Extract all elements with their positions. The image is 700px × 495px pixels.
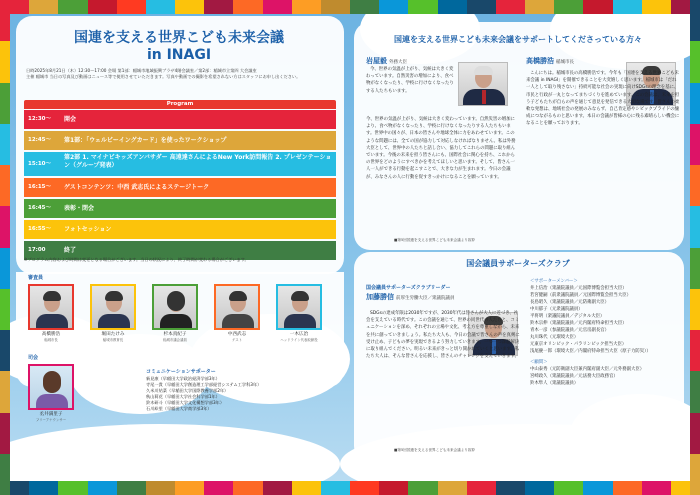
main-title-line2: in INAGI (146, 47, 212, 63)
judge-name: 高橋勝浩 (41, 332, 61, 337)
event-info-line1: 日時2025年8月21日（木）12:30～17:00 会場 第1部：稲城市地域振興プラザ4階会議室／第2部：稲城市立第四 大会議室 (26, 68, 257, 73)
judge-name: 堀田たけみ (101, 332, 125, 337)
leader-caption: ■第5回国連を支える世界こども未来会議より抜粋 (394, 448, 476, 452)
program-row (24, 131, 336, 150)
judge-photo (152, 284, 198, 330)
sdg-border-left (0, 0, 10, 495)
mc-label: 司会 (28, 355, 39, 361)
sdg-border-top (0, 0, 700, 14)
program-time: 12:45～ (28, 137, 52, 143)
mc-name: 丞井満里子 (39, 412, 63, 417)
member-item: 若宮健嗣（前衆議院議員／元国際博覧会担当大臣） (530, 293, 631, 298)
judge-card (28, 284, 74, 342)
speaker1-message-col1: 今、世界の気温が上がり、気候は大きく変わっています。自然災害の増加により、食べ物がなくなったり、学校に行けなくなったりする人たちもいます。 (366, 67, 454, 94)
member-item: 鈴木宗伸（衆議院議員／元内閣府特命担当大臣） (530, 321, 627, 326)
judge-card (90, 284, 136, 342)
speaker2-message: こんにちは。稲城市長の高橋勝浩です。今年も「国連を支える世界こども未来会議 in INAGI」を開催できることを大変嬉しく思います。稲城市は「だれ一人として取り残さない」持続可能な社会の実現に向けSDGsの理念を基に、市民と行政が一丸となってまちづくりを進めています。この会議は、未来を担う子どもたちが自らの声を通じて意見を発信できる大切な場です。皆さんの柔軟な発想は、地域社会の発展のみならず、自己肯定感やシビックプライドの醸成につながるものと思います。本日の会議が皆様の心に残る素晴らしい機会になることを願っております。 (526, 71, 680, 127)
member-item: 元東京オリンピック・パラリンピック担当大臣） (530, 342, 627, 347)
supporter-item: 石川絵里（早稲田大学商学部3年） (146, 406, 212, 411)
judge-role: 稲城市議会議員 (163, 337, 187, 342)
program-text: 開会 (64, 116, 77, 123)
program-time: 16:45～ (28, 205, 52, 211)
program-time: 17:00 (28, 247, 46, 253)
main-title-line1: 国連を支える世界こども未来会議 (74, 30, 284, 46)
judge-role: ゲスト (231, 337, 243, 342)
advisor-item: 鈴木隼人（衆議院議員） (530, 381, 579, 386)
supporter-item: 鈴木研斗（早稲田大学文化構想学部3年） (146, 400, 225, 405)
member-item: 平将明（衆議院議員／デジタル大臣） (530, 314, 605, 319)
leader-message: SDGsの達成年限は2030年ですが、2030年代は皆さんが大人に近づき、社会を支えている時代です。この会議を通じて、世界の同世代の人たちと、コミュニケーションを深め、それぞれの立場や文化、考え方を尊重しながら、未来を共に創っていきましょう。私たち大人も、今日の会議で皆さんの声を真剣に受け止め、子どもの夢を実現できるよう努力していきます。一つ一つ課題解決に取り組んでください。明るい未来がきっと切り開かれていくと思います。私たち大人は、そんな皆さんを応援し、皆さんのチャレンジを支えていきます。 (366, 311, 520, 360)
member-item: 青木一彦（参議院議員／元官房副長官） (530, 328, 610, 333)
judge-photo (276, 284, 322, 330)
judge-role: 稲城市教育長 (102, 337, 124, 342)
program-row (24, 152, 336, 176)
right-page (354, 16, 684, 479)
leader-name-text: 加藤勝信 (366, 293, 394, 301)
supporters-label: コミュニケーションサポーター (146, 369, 216, 375)
member-item: 丸川珠代（元環境大臣） (530, 335, 579, 340)
program-row (24, 178, 336, 197)
leader-name (366, 292, 455, 302)
program-time: 12:30～ (28, 116, 52, 122)
speaker1-role: 外務大臣 (389, 60, 407, 65)
advisor-item: 宮崎政久（衆議院議員／元法務大臣政務官） (530, 374, 618, 379)
speaker1-name (366, 56, 407, 66)
speaker1-message: 今、世界の気温が上がり、気候は大きく変わっています。自然災害の増加により、食べ物がなくなったり、学校に行けなくなったりする人たちもいます。世界中の国々が、日本の皆さんや地球全体に力をあわせています。このような問題には、全ての国が協力して対応しなければなりません。私は外務大臣として、世界中の人たちと話し合い、協力してこれらの問題に取り組んでいます。今後の未来を担う皆さんにも、国際社会に関心を持ち、これからの世界をどのようにすべきかを考えてほしいと思います。そして、皆さん一人一人ができる行動を起こすことで、大きな力が生まれます。今日の会議が、みなさんの人に行動を促すきっかけになることを願っています。 (366, 117, 516, 180)
program-text: フォトセッション (64, 226, 112, 233)
judge-photo (214, 284, 260, 330)
mc-card (28, 364, 74, 422)
member-item: 中川郁子（元衆議院議員） (530, 307, 583, 312)
supporters-list (146, 376, 296, 412)
leader-role: 前厚生労働大臣／衆議院議員 (396, 296, 455, 301)
program-text: 終了 (64, 247, 77, 254)
members-list (530, 278, 680, 387)
supporter-item: 秋山莉花（早稲田大学社会科学部1年） (146, 394, 220, 399)
speaker2-name-text: 高橋勝浩 (526, 57, 554, 65)
advisor-item: 中山泰秀（元防衛副大臣兼内閣府副大臣／元外務副大臣） (530, 367, 645, 372)
judge-name: 一木広治 (289, 332, 309, 337)
program-text: 第1部：「ウェルビーイングカード」を使ったワークショップ (64, 137, 227, 144)
program-note: ※プログラム内容および時間は変更となる場合がございます。当日の状況により、終了時間が変わる場合がございます。 (24, 257, 249, 262)
program-row (24, 110, 336, 129)
sdg-border-right (690, 0, 700, 495)
program-text: ゲストコンテンツ：中西 武志氏によるステージトーク (64, 184, 210, 191)
judge-card (276, 284, 322, 342)
judge-card (152, 284, 198, 342)
speaker1-photo (458, 62, 508, 106)
supporter-item: 寺尾一貴（早稲田大学創造理工学部経営システム工学科3年） (146, 382, 262, 387)
speaker2-name (526, 56, 574, 66)
speaker1-name-text: 岩屋毅 (366, 57, 387, 65)
program-list (24, 110, 336, 262)
judge-role: 稲城市長 (44, 337, 58, 342)
program-time: 16:15～ (28, 184, 52, 190)
speaker2-role: 稲城市長 (556, 60, 574, 65)
event-info (26, 68, 338, 80)
mc-photo (28, 364, 74, 410)
program-header: Program (24, 100, 336, 109)
main-title (34, 30, 324, 64)
supporter-item: 久米川結菜（早稲田大学国際教養学部2年） (146, 388, 229, 393)
member-item: 井上信治（衆議院議員／元国際博覧会担当大臣） (530, 286, 627, 291)
right-title: 国連を支える世界こども未来会議をサポートしてくださっている方々 (394, 35, 642, 44)
speaker1-caption: ■第5回国連を支える世界こども未来会議より抜粋 (394, 238, 476, 242)
program-text: 表彰・閉会 (64, 205, 95, 212)
program-row (24, 220, 336, 239)
judge-name: 中西武志 (227, 332, 247, 337)
judge-card (214, 284, 260, 342)
member-item: 浅尾慶一郎（環境大臣／内閣府特命担当大臣（原子力防災）） (530, 349, 651, 354)
member-item: 長島昭久（衆議院議員／元防衛副大臣） (530, 300, 610, 305)
program-row (24, 199, 336, 218)
judge-photo (28, 284, 74, 330)
advisors-label: ＜顧問＞ (530, 360, 548, 365)
judge-photo (90, 284, 136, 330)
judge-role: ヘッドライン代表取締役 (280, 337, 318, 342)
program-time: 16:55～ (28, 226, 52, 232)
supporter-item: 新見康（早稲田大学政治経済学部3年） (146, 376, 220, 381)
club-title: 国会議員サポーターズクラブ (466, 259, 570, 268)
program-text: 第2部 1. マイナビキッズアンバサダー 高遠達さんによるNew York訪問報告 2. プレゼンテーション（グループ発表） (64, 154, 332, 169)
event-info-line2: 主催 稲城市 当日の写真及び動画はニュース等で使用させていただきます。写真や動画での撮影を希望されない方はスタッフにお申し出ください。 (26, 74, 301, 79)
judges-label: 審査員 (28, 275, 44, 281)
members-label: ＜サポーターメンバー＞ (530, 279, 578, 284)
program-time: 15:10～ (28, 161, 52, 167)
sdg-border-bottom (0, 481, 700, 495)
mc-role: フリーアナウンサー (35, 417, 67, 422)
judge-name: 杉本真紀子 (163, 332, 187, 337)
leader-label: 国会議員サポーターズクラブリーダー (366, 285, 451, 291)
left-page (14, 16, 346, 479)
